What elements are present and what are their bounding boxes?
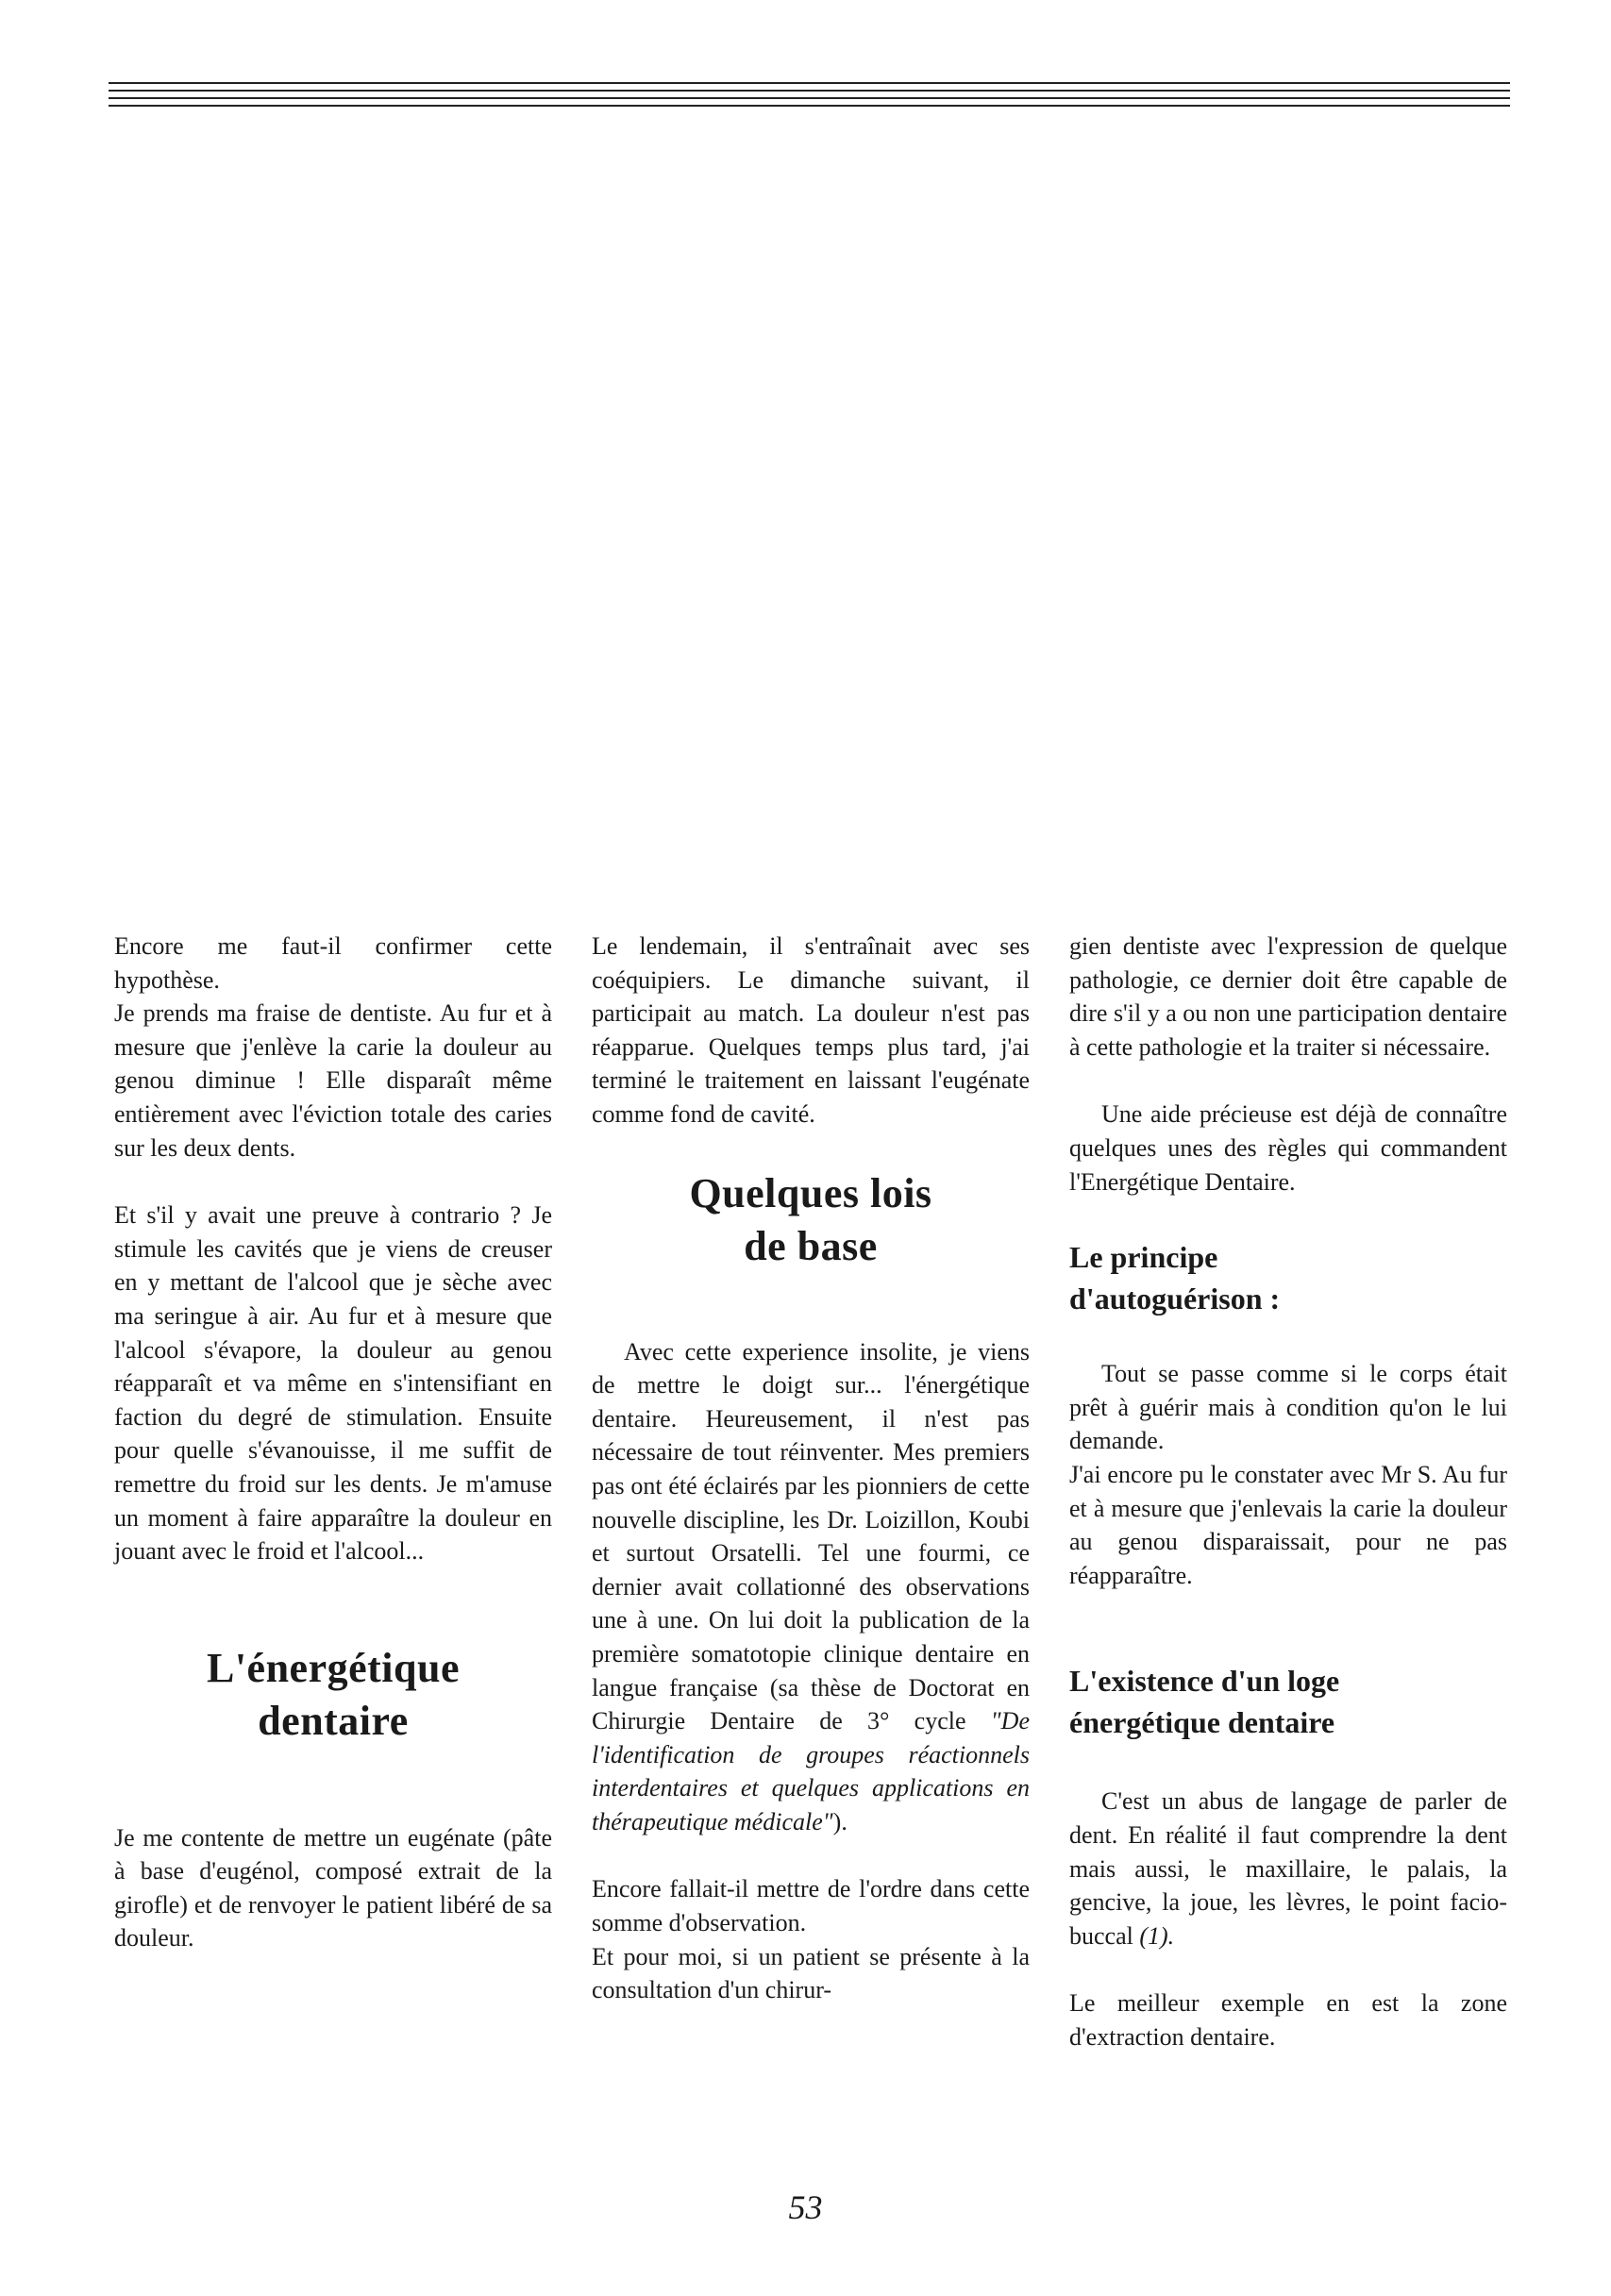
- paragraph: Encore me faut-il confirmer cette hypothèse.: [114, 932, 552, 994]
- paragraph-text: C'est un abus de langage de parler de dent. En réalité il faut comprendre la dent mais aussi, le maxillaire, le palais, la gencive, la joue, les lèvres, le point facio-buccal: [1069, 1787, 1507, 1950]
- paragraph: Tout se passe comme si le corps était prêt à guérir mais à condition qu'on le lui demande.: [1069, 1360, 1507, 1455]
- header-rule: [109, 97, 1510, 99]
- subsection-heading: [1069, 1660, 1507, 1743]
- subsection-heading-line: énergétique dentaire: [1069, 1705, 1335, 1740]
- paragraph: J'ai encore pu le constater avec Mr S. Au fur et à mesure que j'enlevais la carie la douleur au genou disparaissait, pour ne pas réapparaître.: [1069, 1460, 1507, 1589]
- section-heading-line: L'énergétique: [206, 1644, 460, 1691]
- column-1: [114, 930, 552, 1955]
- paragraph: Et pour moi, si un patient se présente à la consultation d'un chirur-: [592, 1942, 1030, 2004]
- column-2: [592, 930, 1030, 2007]
- section-heading-line: de base: [744, 1222, 878, 1269]
- header-rule: [109, 105, 1510, 107]
- spacer: [1069, 1198, 1507, 1236]
- spacer: [592, 1273, 1030, 1335]
- thesis-title: "De l'identification de groupes réactionnels interdentaires et quelques applications en thérapeutique médicale": [592, 1707, 1030, 1835]
- section-heading: [114, 1642, 552, 1748]
- header-rule: [109, 82, 1510, 84]
- page-number: 53: [788, 2188, 823, 2226]
- paragraph-text: Avec cette experience insolite, je viens de mettre le doigt sur... l'énergétique dentaire. Heureusement, il n'est pas nécessaire de tout réinventer. Mes premiers pas ont été éclairés par les pionniers de cette nouvelle discipline, les Dr. Loizillon, Koubi et surtout Orsatelli. Tel une fourmi, ce dernier avait collationné des observations une à une. On lui doit la publication de la première somatotopie clinique dentaire en langue française (sa thèse de Doctorat en Chirurgie Dentaire de 3° cycle: [592, 1337, 1030, 1735]
- section-heading-line: dentaire: [258, 1697, 409, 1744]
- subsection-heading-line: Le principe: [1069, 1240, 1218, 1275]
- spacer: [1069, 1319, 1507, 1357]
- paragraph: Et s'il y avait une preuve à contrario ? Je stimule les cavités que je viens de creuser en y mettant de l'alcool que je sèche avec ma seringue à air. Au fur et à mesure que l'alcool s'évapore, la douleur au genou réapparaît et va même en s'intensifiant en faction du degré de stimulation. Ensuite pour quelle s'évanouisse, il me suffit de remettre du froid sur les dents. Je m'amuse un moment à faire apparaître la douleur en jouant avec le froid et l'alcool...: [114, 1201, 552, 1566]
- paragraph: [592, 1335, 1030, 1839]
- paragraph: Le lendemain, il s'entraînait avec ses coéquipiers. Le dimanche suivant, il participait au match. La douleur n'est pas réapparue. Quelques temps plus tard, j'ai terminé le traitement en laissant l'eugénate comme fond de cavité.: [592, 932, 1030, 1128]
- paragraph: Encore fallait-il mettre de l'ordre dans cette somme d'observation.: [592, 1875, 1030, 1937]
- paragraph: gien dentiste avec l'expression de quelque pathologie, ce dernier doit être capable de dire s'il y a ou non une participation dentaire à cette pathologie et la traiter si nécessaire.: [1069, 932, 1507, 1061]
- section-heading-line: Quelques lois: [689, 1169, 932, 1216]
- spacer: [1069, 1592, 1507, 1660]
- paragraph: [1069, 1785, 1507, 1952]
- header-rule: [109, 90, 1510, 92]
- column-3: [1069, 930, 1507, 2053]
- paragraph: Je prends ma fraise de dentiste. Au fur et à mesure que j'enlève la carie la douleur au genou diminue ! Elle disparaît même entièrement avec l'éviction totale des caries sur les deux dents.: [114, 999, 552, 1162]
- subsection-heading: [1069, 1236, 1507, 1319]
- header-rules: [109, 82, 1510, 112]
- subsection-heading-line: L'existence d'un loge: [1069, 1664, 1340, 1699]
- subsection-heading-line: d'autoguérison :: [1069, 1282, 1281, 1316]
- footnote-reference: (1).: [1139, 1921, 1175, 1950]
- spacer: [592, 1131, 1030, 1167]
- paragraph: Je me contente de mettre un eugénate (pâte à base d'eugénol, composé extrait de la girofle) et de renvoyer le patient libéré de sa douleur.: [114, 1823, 552, 1952]
- section-heading: [592, 1167, 1030, 1273]
- spacer: [114, 1568, 552, 1642]
- spacer: [1069, 1743, 1507, 1785]
- paragraph: Une aide précieuse est déjà de connaître quelques unes des règles qui commandent l'Energétique Dentaire.: [1069, 1100, 1507, 1196]
- paragraph-text: ).: [832, 1807, 847, 1835]
- paragraph: Le meilleur exemple en est la zone d'extraction dentaire.: [1069, 1989, 1507, 2051]
- spacer: [114, 1748, 552, 1821]
